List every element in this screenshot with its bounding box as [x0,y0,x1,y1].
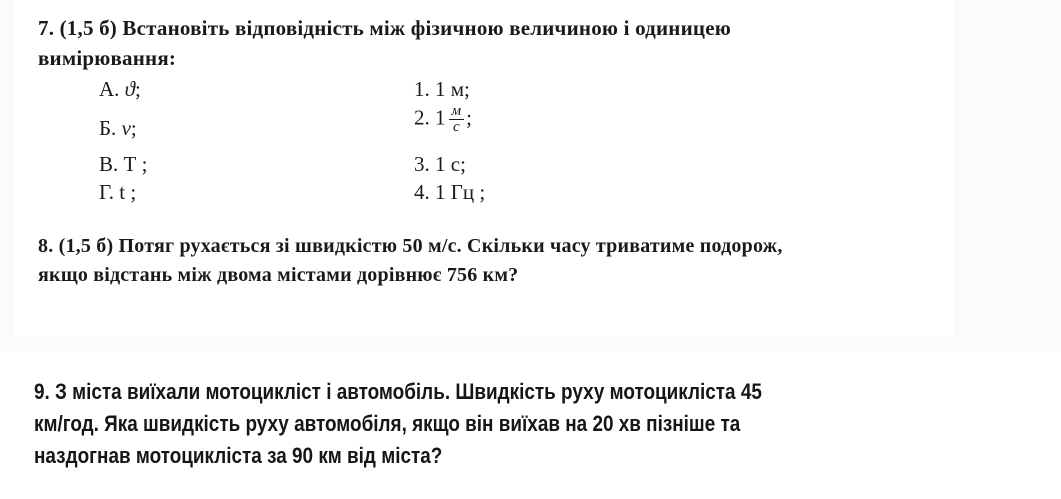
question-9-line-2: км/год. Яка швидкість руху автомобіля, якщо він виїхав на 20 хв пізніше та [34,411,741,436]
option-a-label: А. [99,77,125,101]
option-v: В. Т ; [99,152,148,176]
question-7-heading: 7. (1,5 б) Встановіть відповідність між фізичною величиною і одиницею [38,16,731,40]
option-a-symbol: ϑ [124,77,135,101]
option-b [99,116,137,140]
question-8 [38,232,958,290]
option-a-suffix: ; [134,77,141,101]
unit-1: 1. 1 м; [414,77,470,101]
option-a [99,77,141,101]
unit-2 [414,104,472,135]
fraction-denominator: с [452,119,460,135]
unit-2-label: 2. 1 [414,105,446,130]
question-9 [34,376,894,472]
unit-3: 3. 1 с; [414,152,466,176]
unit-2-suffix: ; [466,105,472,130]
option-b-label: Б. [99,116,122,140]
question-8-line-2: якщо відстань між двома містами дорівнює 756 км? [38,264,519,286]
question-7-heading-cont: вимірювання: [38,46,177,70]
unit-2-fraction [449,104,465,135]
option-b-suffix: ; [130,116,137,140]
question-9-line-3: наздогнав мотоцикліста за 90 км від міста? [34,443,443,468]
option-g: Г. t ; [99,180,137,204]
fraction-numerator: м [449,104,465,120]
question-8-line-1: 8. (1,5 б) Потяг рухається зі швидкістю 50 м/с. Скільки часу триватиме подорож, [38,235,783,257]
question-9-line-1: 9. З міста виїхали мотоцикліст і автомобіль. Швидкість руху мотоцикліста 45 [34,379,762,404]
unit-4: 4. 1 Гц ; [414,180,486,204]
option-b-symbol: v [121,116,131,140]
